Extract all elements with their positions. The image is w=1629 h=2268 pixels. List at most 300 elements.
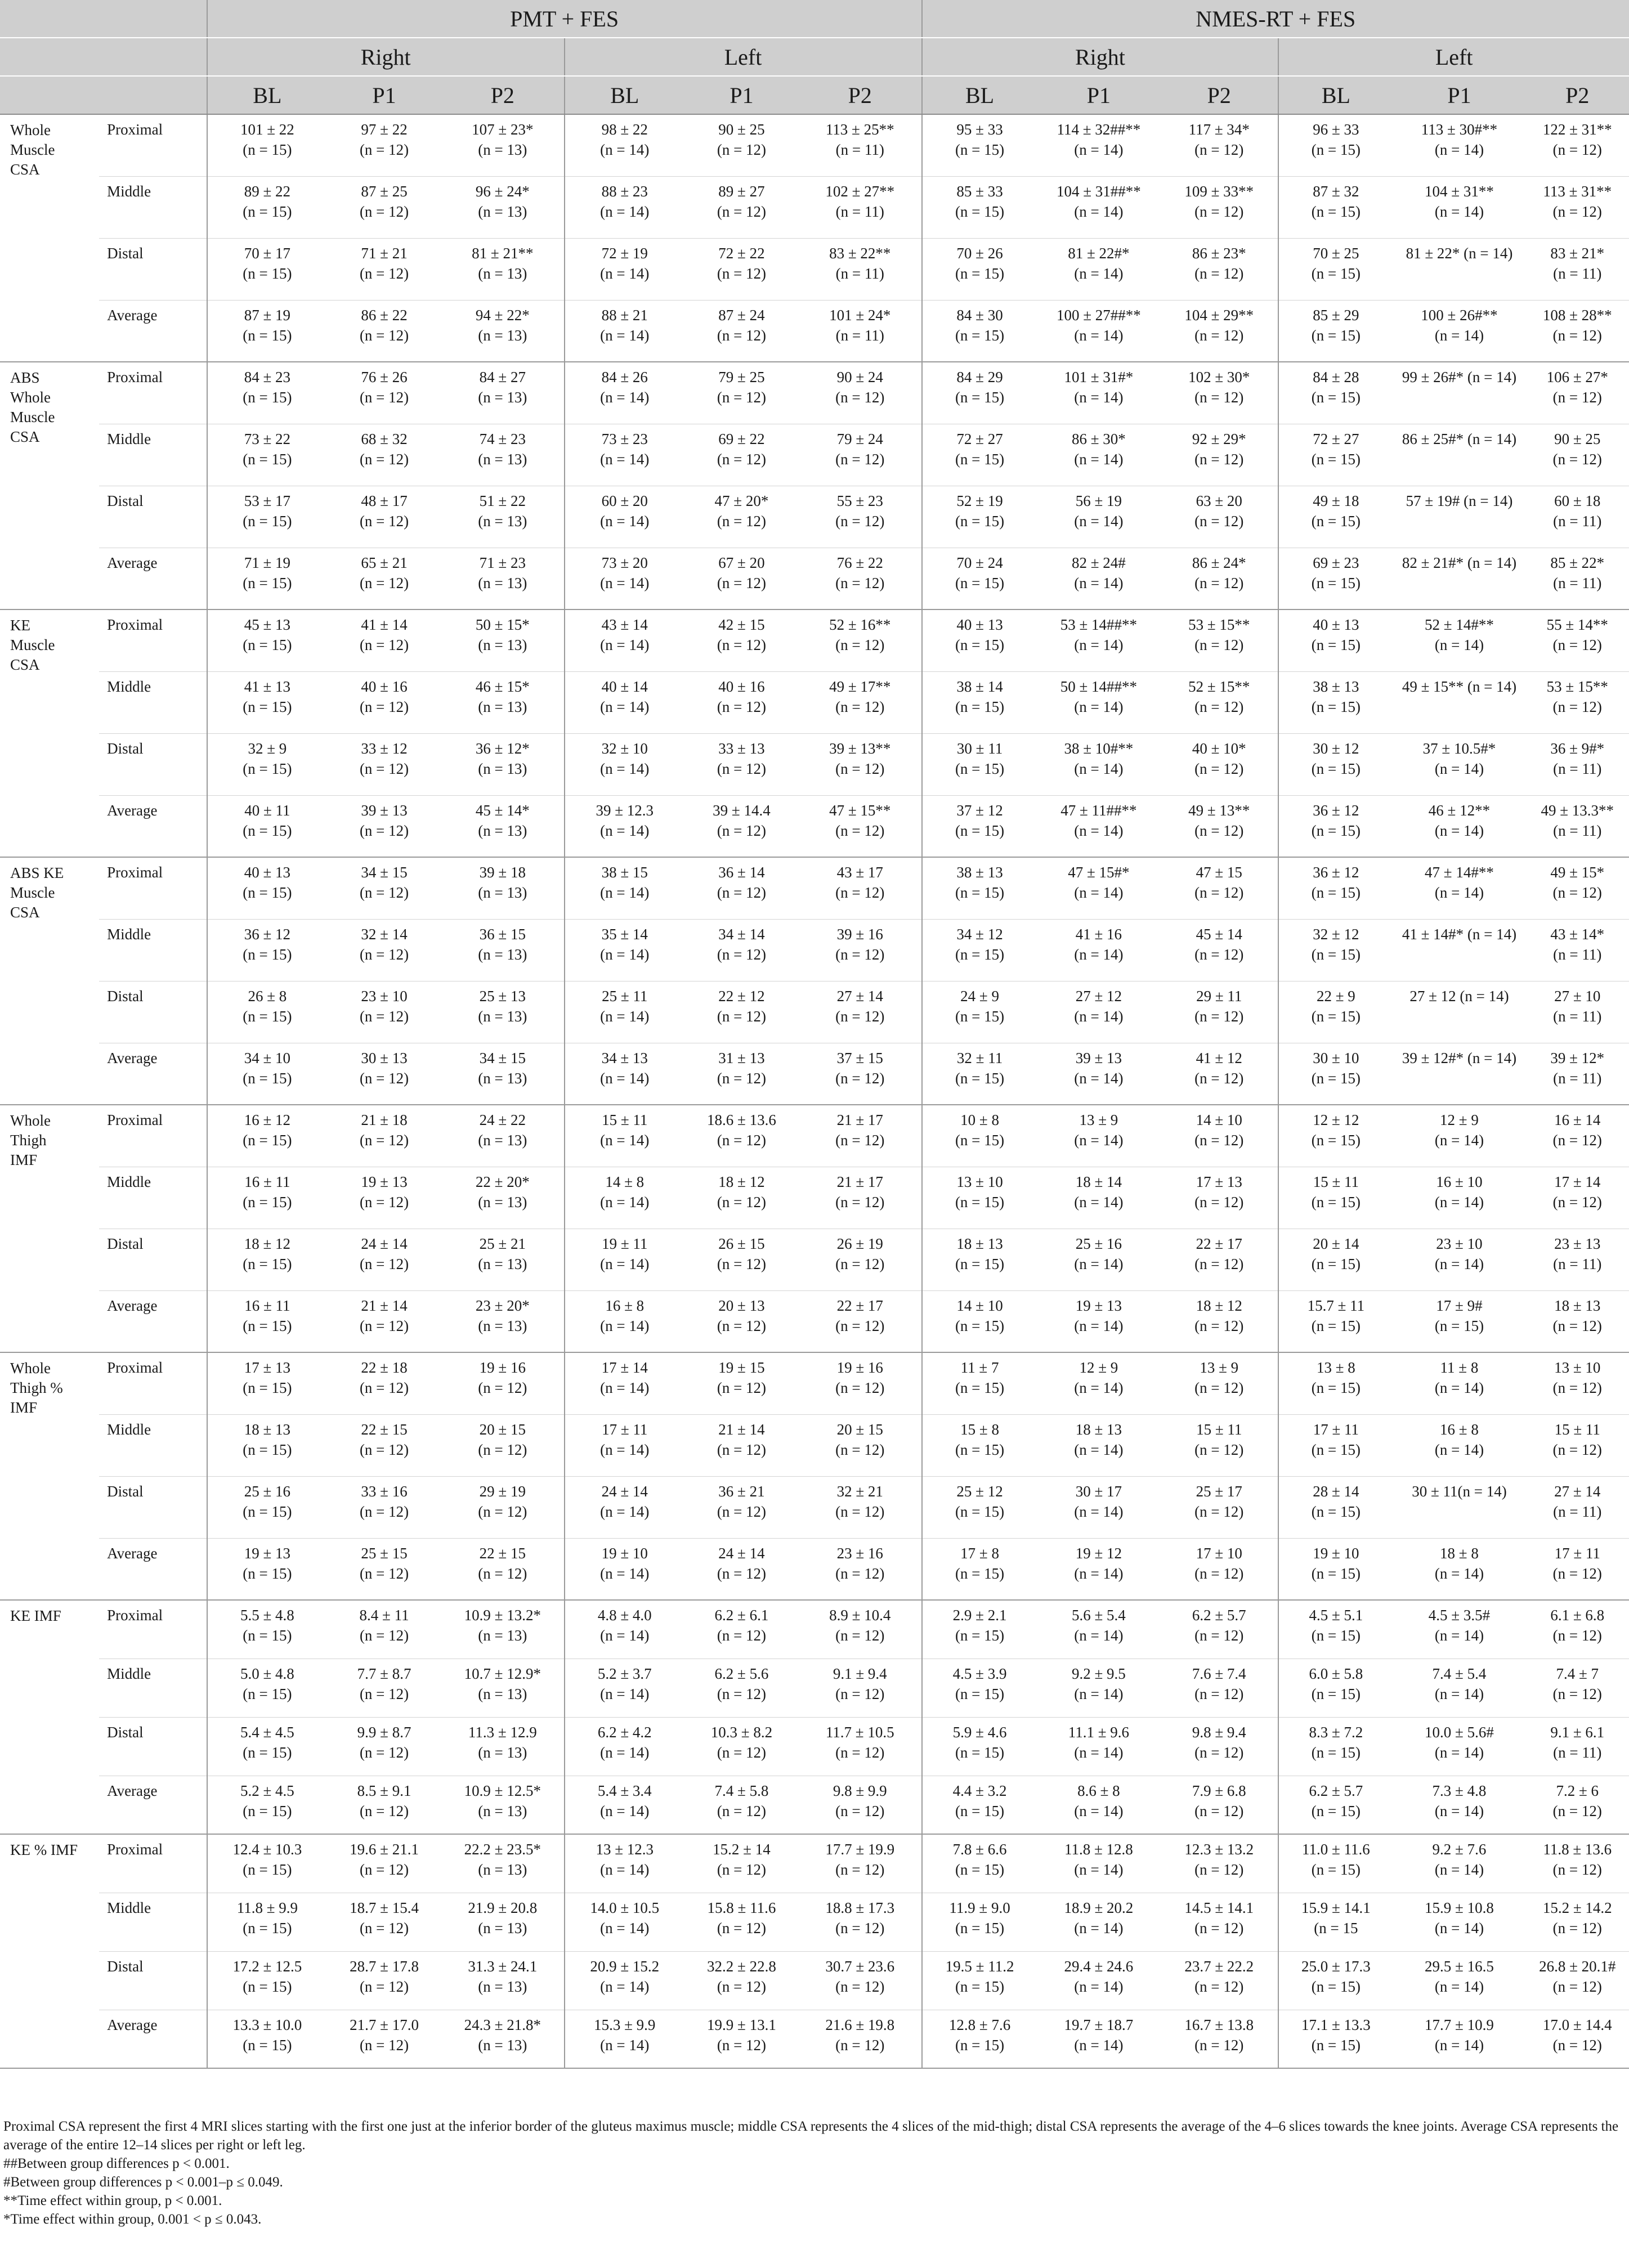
sample-size: (n = 13)	[478, 1255, 527, 1272]
mean-sd-value: 90 ± 25	[1554, 430, 1601, 447]
sample-size: (n = 13)	[478, 389, 527, 406]
sample-size: (n = 14)	[600, 1255, 650, 1272]
value-cell	[565, 1414, 684, 1476]
value-cell	[1160, 733, 1278, 795]
value-cell	[207, 1352, 327, 1414]
mean-sd-value: 12.4 ± 10.3	[232, 1841, 302, 1858]
value-cell	[1526, 1600, 1629, 1659]
mean-sd-value: 31 ± 13	[718, 1049, 765, 1066]
mean-sd-value: 86 ± 23*	[1192, 244, 1246, 262]
sample-size: (n = 12)	[1194, 1978, 1244, 1995]
mean-sd-value: 13 ± 9	[1079, 1111, 1118, 1128]
mean-sd-value: 43 ± 14*	[1550, 925, 1605, 943]
value-cell	[565, 919, 684, 981]
sample-size: (n = 14)	[600, 141, 650, 158]
value-cell	[207, 300, 327, 362]
value-cell	[684, 671, 799, 733]
mean-sd-value: 27 ± 14	[1554, 1482, 1601, 1500]
table-row	[0, 1659, 1629, 1717]
mean-sd-value: 23 ± 13	[1554, 1235, 1601, 1252]
mean-sd-value: 14 ± 8	[605, 1173, 645, 1190]
mean-sd-value: 21 ± 14	[718, 1420, 765, 1438]
region-label: Middle	[99, 671, 207, 733]
sample-size: (n = 15)	[243, 1255, 292, 1272]
value-cell	[441, 1893, 565, 1951]
sample-size: (n = 15)	[243, 1007, 292, 1025]
sample-size: (n = 14)	[1434, 1193, 1484, 1211]
value-cell	[1278, 548, 1393, 609]
value-cell	[207, 1893, 327, 1951]
value-cell	[1278, 609, 1393, 671]
value-cell	[1526, 1893, 1629, 1951]
sample-size: (n = 15)	[955, 1441, 1005, 1458]
sample-size: (n = 12)	[835, 945, 885, 963]
value-cell	[1037, 795, 1161, 857]
mean-sd-value: 32 ± 9	[248, 739, 287, 757]
mean-sd-value: 18 ± 13	[1075, 1420, 1122, 1438]
sample-size: (n = 12)	[1194, 1132, 1244, 1149]
table-row	[0, 1538, 1629, 1600]
mean-sd-value: 25.0 ± 17.3	[1301, 1957, 1371, 1975]
value-cell	[565, 176, 684, 238]
timepoint-header: BL	[922, 76, 1037, 114]
value-cell	[1278, 733, 1393, 795]
mean-sd-value: 19 ± 13	[1075, 1297, 1122, 1314]
sample-size: (n = 14)	[600, 2036, 650, 2054]
sample-size: (n = 15)	[243, 389, 292, 406]
sample-size: (n = 12)	[717, 1007, 767, 1025]
mean-sd-value: 47 ± 15#*	[1068, 864, 1130, 881]
value-cell	[684, 981, 799, 1043]
mean-sd-value: 57 ± 19# (n = 14)	[1406, 492, 1513, 509]
mean-sd-value: 89 ± 27	[718, 182, 765, 200]
sample-size: (n = 12)	[1194, 512, 1244, 530]
sample-size: (n = 12)	[359, 389, 409, 406]
sample-size: (n = 15)	[1311, 1441, 1361, 1458]
mean-sd-value: 9.2 ± 7.6	[1432, 1841, 1487, 1858]
value-cell	[1278, 238, 1393, 300]
value-cell	[327, 1105, 441, 1167]
mean-sd-value: 30 ± 11	[956, 739, 1003, 757]
mean-sd-value: 52 ± 14#**	[1425, 616, 1494, 633]
mean-sd-value: 15.2 ± 14	[713, 1841, 771, 1858]
timepoint-header: BL	[1278, 76, 1393, 114]
mean-sd-value: 85 ± 22*	[1550, 554, 1605, 571]
sample-size: (n = 12)	[359, 1743, 409, 1761]
table-row	[0, 1043, 1629, 1105]
mean-sd-value: 14 ± 10	[956, 1297, 1003, 1314]
value-cell	[1393, 1352, 1525, 1414]
mean-sd-value: 33 ± 13	[718, 739, 765, 757]
mean-sd-value: 6.0 ± 5.8	[1309, 1665, 1363, 1682]
footnote: ##Between group differences p < 0.001.	[3, 2156, 230, 2171]
sample-size: (n = 12)	[1552, 389, 1602, 406]
value-cell	[799, 1776, 922, 1834]
sample-size: (n = 12)	[717, 760, 767, 777]
region-label: Proximal	[99, 1600, 207, 1659]
sample-size: (n = 12)	[835, 512, 885, 530]
value-cell	[441, 1951, 565, 2010]
value-cell	[441, 919, 565, 981]
sample-size: (n = 12)	[359, 1193, 409, 1211]
value-cell	[565, 1893, 684, 1951]
value-cell	[684, 1776, 799, 1834]
mean-sd-value: 85 ± 29	[1313, 306, 1359, 324]
value-cell	[441, 733, 565, 795]
sample-size: (n = 15)	[1311, 1132, 1361, 1149]
mean-sd-value: 84 ± 27	[479, 369, 526, 386]
timepoint-header: P2	[441, 76, 565, 114]
sample-size: (n = 12)	[835, 1743, 885, 1761]
table-row	[0, 486, 1629, 548]
mean-sd-value: 18 ± 14	[1075, 1173, 1122, 1190]
value-cell	[207, 1776, 327, 1834]
sample-size: (n = 14)	[1074, 1132, 1124, 1149]
mean-sd-value: 32 ± 12	[1313, 925, 1359, 943]
value-cell	[799, 300, 922, 362]
sample-size: (n = 14)	[600, 203, 650, 220]
mean-sd-value: 29 ± 11	[1196, 987, 1242, 1005]
value-cell	[799, 424, 922, 486]
value-cell	[1037, 2010, 1161, 2068]
sample-size: (n = 15)	[955, 512, 1005, 530]
mean-sd-value: 81 ± 21**	[472, 244, 534, 262]
mean-sd-value: 11.0 ± 11.6	[1301, 1841, 1370, 1858]
value-cell	[1393, 857, 1525, 919]
sample-size: (n = 14)	[1074, 1861, 1124, 1878]
timepoint-header: P1	[684, 76, 799, 114]
sample-size: (n = 14)	[600, 637, 650, 653]
sample-size: (n = 15)	[955, 1861, 1005, 1878]
mean-sd-value: 41 ± 12	[1196, 1049, 1242, 1066]
region-label: Distal	[99, 981, 207, 1043]
mean-sd-value: 49 ± 18	[1313, 492, 1359, 509]
sample-size: (n = 14)	[1434, 2036, 1484, 2054]
sample-size: (n = 15)	[955, 1503, 1005, 1520]
sample-size: (n = 14)	[1074, 1255, 1124, 1272]
value-cell	[1393, 114, 1525, 176]
sample-size: (n = 13)	[478, 265, 527, 282]
table-row	[0, 1951, 1629, 2010]
value-cell	[1526, 1167, 1629, 1229]
value-cell	[1037, 114, 1161, 176]
table-row	[0, 424, 1629, 486]
side-header-right: Right	[207, 38, 565, 76]
value-cell	[327, 1834, 441, 1893]
sample-size: (n = 12)	[717, 1193, 767, 1211]
region-label: Distal	[99, 238, 207, 300]
sample-size: (n = 15)	[243, 1132, 292, 1149]
sample-size: (n = 12)	[1194, 1627, 1244, 1644]
sample-size: (n = 14)	[600, 326, 650, 344]
table-row	[0, 1717, 1629, 1776]
sample-size: (n = 14)	[1434, 1861, 1484, 1878]
mean-sd-value: 84 ± 28	[1313, 369, 1359, 386]
value-cell	[1278, 1229, 1393, 1290]
mean-sd-value: 24 ± 9	[960, 987, 999, 1005]
mean-sd-value: 70 ± 25	[1313, 244, 1359, 262]
mean-sd-value: 68 ± 32	[361, 430, 408, 447]
mean-sd-value: 84 ± 23	[244, 369, 291, 386]
sample-size: (n = 14)	[600, 1743, 650, 1761]
value-cell	[922, 1043, 1037, 1105]
mean-sd-value: 9.1 ± 6.1	[1550, 1723, 1605, 1741]
value-cell	[1393, 176, 1525, 238]
region-label: Average	[99, 548, 207, 609]
mean-sd-value: 13 ± 12.3	[596, 1841, 654, 1858]
sample-size: (n = 12)	[717, 1685, 767, 1702]
mean-sd-value: 104 ± 31**	[1425, 182, 1494, 200]
mean-sd-value: 38 ± 14	[956, 678, 1003, 695]
sample-size: (n = 12)	[835, 1627, 885, 1644]
mean-sd-value: 88 ± 23	[601, 182, 648, 200]
table-row	[0, 1229, 1629, 1290]
sample-size: (n = 12)	[717, 389, 767, 406]
value-cell	[327, 1659, 441, 1717]
value-cell	[207, 1659, 327, 1717]
sample-size: (n = 12)	[478, 1503, 527, 1520]
value-cell	[565, 238, 684, 300]
sample-size: (n = 12)	[717, 512, 767, 530]
sample-size: (n = 13)	[478, 1919, 527, 1937]
sample-size: (n = 14)	[1074, 450, 1124, 468]
mean-sd-value: 36 ± 14	[718, 864, 765, 881]
value-cell	[922, 733, 1037, 795]
sample-size: (n = 15)	[243, 1317, 292, 1334]
mean-sd-value: 11.8 ± 9.9	[236, 1899, 298, 1916]
mean-sd-value: 46 ± 15*	[475, 678, 530, 695]
mean-sd-value: 50 ± 14##**	[1060, 678, 1138, 695]
sample-size: (n = 12)	[1194, 389, 1244, 406]
mean-sd-value: 12 ± 9	[1079, 1359, 1118, 1376]
value-cell	[207, 1476, 327, 1538]
mean-sd-value: 37 ± 10.5#*	[1422, 739, 1496, 757]
timepoint-header: BL	[565, 76, 684, 114]
value-cell	[1278, 1717, 1393, 1776]
mean-sd-value: 87 ± 32	[1313, 182, 1359, 200]
sample-size: (n = 11)	[1553, 822, 1602, 839]
value-cell	[441, 609, 565, 671]
region-label: Proximal	[99, 1105, 207, 1167]
mean-sd-value: 21 ± 17	[836, 1111, 883, 1128]
sample-size: (n = 12)	[1552, 1978, 1602, 1995]
sample-size: (n = 12)	[1194, 884, 1244, 901]
value-cell	[1278, 1352, 1393, 1414]
mean-sd-value: 15.9 ± 14.1	[1301, 1899, 1371, 1916]
table-row	[0, 1167, 1629, 1229]
mean-sd-value: 84 ± 29	[956, 369, 1003, 386]
value-cell	[1160, 486, 1278, 548]
mean-sd-value: 45 ± 13	[244, 616, 291, 633]
mean-sd-value: 22.2 ± 23.5*	[464, 1841, 541, 1858]
mean-sd-value: 53 ± 15**	[1546, 678, 1608, 695]
value-cell	[207, 1538, 327, 1600]
mean-sd-value: 113 ± 30#**	[1421, 121, 1498, 138]
mean-sd-value: 49 ± 17**	[829, 678, 891, 695]
mean-sd-value: 98 ± 22	[601, 121, 648, 138]
value-cell	[684, 486, 799, 548]
value-cell	[565, 424, 684, 486]
sample-size: (n = 11)	[835, 265, 884, 282]
sample-size: (n = 15)	[243, 637, 292, 653]
value-cell	[799, 1414, 922, 1476]
sample-size: (n = 14)	[1434, 884, 1484, 901]
value-cell	[565, 733, 684, 795]
value-cell	[684, 1893, 799, 1951]
sample-size: (n = 12)	[1194, 698, 1244, 715]
value-cell	[799, 362, 922, 424]
mean-sd-value: 89 ± 22	[244, 182, 291, 200]
sample-size: (n = 14)	[1434, 1802, 1484, 1819]
mean-sd-value: 17.7 ± 10.9	[1425, 2016, 1494, 2033]
value-cell	[684, 1600, 799, 1659]
value-cell	[684, 1414, 799, 1476]
sample-size: (n = 11)	[835, 203, 884, 220]
value-cell	[922, 176, 1037, 238]
sample-size: (n = 12)	[359, 698, 409, 715]
sample-size: (n = 13)	[478, 1627, 527, 1644]
mean-sd-value: 36 ± 12	[244, 925, 291, 943]
mean-sd-value: 22 ± 20*	[475, 1173, 530, 1190]
mean-sd-value: 12.8 ± 7.6	[948, 2016, 1011, 2033]
value-cell	[922, 1834, 1037, 1893]
mean-sd-value: 26 ± 15	[718, 1235, 765, 1252]
measure-label: KE % IMF	[0, 1834, 99, 2068]
sample-size: (n = 12)	[717, 637, 767, 653]
side-header-left: Left	[565, 38, 922, 76]
region-label: Proximal	[99, 1834, 207, 1893]
value-cell	[799, 1290, 922, 1352]
sample-size: (n = 15)	[243, 698, 292, 715]
mean-sd-value: 53 ± 14##**	[1060, 616, 1138, 633]
value-cell	[799, 981, 922, 1043]
mean-sd-value: 81 ± 22* (n = 14)	[1406, 244, 1513, 262]
mean-sd-value: 94 ± 22*	[475, 306, 530, 324]
mean-sd-value: 39 ± 12.3	[596, 801, 654, 819]
mean-sd-value: 24 ± 14	[601, 1482, 648, 1500]
sample-size: (n = 12)	[1552, 141, 1602, 158]
value-cell	[922, 1600, 1037, 1659]
sample-size: (n = 15	[1314, 1919, 1358, 1937]
footnote: *Time effect within group, 0.001 < p ≤ 0.043.	[3, 2212, 262, 2227]
mean-sd-value: 16.7 ± 13.8	[1184, 2016, 1254, 2033]
sample-size: (n = 12)	[717, 1379, 767, 1396]
sample-size: (n = 14)	[1434, 1627, 1484, 1644]
mean-sd-value: 39 ± 18	[479, 864, 526, 881]
value-cell	[1526, 1717, 1629, 1776]
mean-sd-value: 101 ± 22	[240, 121, 294, 138]
mean-sd-value: 17 ± 13	[1196, 1173, 1242, 1190]
mean-sd-value: 25 ± 15	[361, 1544, 408, 1562]
mean-sd-value: 41 ± 13	[244, 678, 291, 695]
mean-sd-value: 90 ± 25	[718, 121, 765, 138]
value-cell	[565, 1105, 684, 1167]
value-cell	[799, 1893, 922, 1951]
mean-sd-value: 104 ± 31##**	[1056, 182, 1141, 200]
sample-size: (n = 11)	[1553, 760, 1602, 777]
value-cell	[1037, 1600, 1161, 1659]
sample-size: (n = 12)	[717, 450, 767, 468]
sample-size: (n = 15)	[243, 326, 292, 344]
table-row	[0, 857, 1629, 919]
sample-size: (n = 14)	[1074, 1379, 1124, 1396]
mean-sd-value: 36 ± 12	[1313, 864, 1359, 881]
region-label: Average	[99, 1776, 207, 1834]
measure-label: ABS KE Muscle CSA	[0, 857, 99, 1105]
table-header	[0, 0, 1629, 114]
sample-size: (n = 15)	[243, 512, 292, 530]
value-cell	[565, 2010, 684, 2068]
value-cell	[207, 362, 327, 424]
table-row	[0, 2010, 1629, 2068]
side-header-right: Right	[922, 38, 1279, 76]
value-cell	[922, 1352, 1037, 1414]
value-cell	[799, 1600, 922, 1659]
sample-size: (n = 14)	[1434, 760, 1484, 777]
sample-size: (n = 12)	[359, 203, 409, 220]
mean-sd-value: 5.4 ± 4.5	[240, 1723, 294, 1741]
value-cell	[565, 1476, 684, 1538]
sample-size: (n = 14)	[1074, 141, 1124, 158]
mean-sd-value: 26.8 ± 20.1#	[1539, 1957, 1616, 1975]
mean-sd-value: 102 ± 30*	[1188, 369, 1250, 386]
mean-sd-value: 70 ± 17	[244, 244, 291, 262]
mean-sd-value: 17.2 ± 12.5	[232, 1957, 302, 1975]
mean-sd-value: 72 ± 19	[601, 244, 648, 262]
value-cell	[1160, 1951, 1278, 2010]
sample-size: (n = 12)	[1194, 1007, 1244, 1025]
mean-sd-value: 56 ± 19	[1075, 492, 1122, 509]
mean-sd-value: 71 ± 21	[361, 244, 408, 262]
sample-size: (n = 12)	[359, 1317, 409, 1334]
value-cell	[1393, 671, 1525, 733]
value-cell	[1037, 609, 1161, 671]
sample-size: (n = 12)	[478, 1565, 527, 1582]
sample-size: (n = 12)	[835, 1685, 885, 1702]
value-cell	[441, 2010, 565, 2068]
region-label: Distal	[99, 1951, 207, 2010]
sample-size: (n = 14)	[600, 512, 650, 530]
mean-sd-value: 30 ± 10	[1313, 1049, 1359, 1066]
sample-size: (n = 15)	[243, 265, 292, 282]
sample-size: (n = 12)	[359, 1379, 409, 1396]
mean-sd-value: 84 ± 26	[601, 369, 648, 386]
mean-sd-value: 19.5 ± 11.2	[945, 1957, 1014, 1975]
table-row	[0, 300, 1629, 362]
value-cell	[207, 981, 327, 1043]
value-cell	[1037, 1476, 1161, 1538]
sample-size: (n = 13)	[478, 2036, 527, 2054]
sample-size: (n = 12)	[717, 1132, 767, 1149]
sample-size: (n = 14)	[600, 389, 650, 406]
mean-sd-value: 11.1 ± 9.6	[1068, 1723, 1130, 1741]
value-cell	[1393, 1105, 1525, 1167]
mean-sd-value: 38 ± 10#**	[1064, 739, 1134, 757]
sample-size: (n = 15)	[1311, 1743, 1361, 1761]
sample-size: (n = 12)	[835, 1132, 885, 1149]
sample-size: (n = 14)	[600, 1978, 650, 1995]
sample-size: (n = 15)	[955, 1627, 1005, 1644]
sample-size: (n = 15)	[243, 1919, 292, 1937]
mean-sd-value: 25 ± 11	[602, 987, 648, 1005]
mean-sd-value: 7.6 ± 7.4	[1192, 1665, 1246, 1682]
value-cell	[441, 1659, 565, 1717]
sample-size: (n = 15)	[1311, 1802, 1361, 1819]
measure-label: Whole Muscle CSA	[0, 114, 99, 362]
sample-size: (n = 15)	[1311, 512, 1361, 530]
region-label: Proximal	[99, 857, 207, 919]
sample-size: (n = 15)	[1311, 637, 1361, 653]
